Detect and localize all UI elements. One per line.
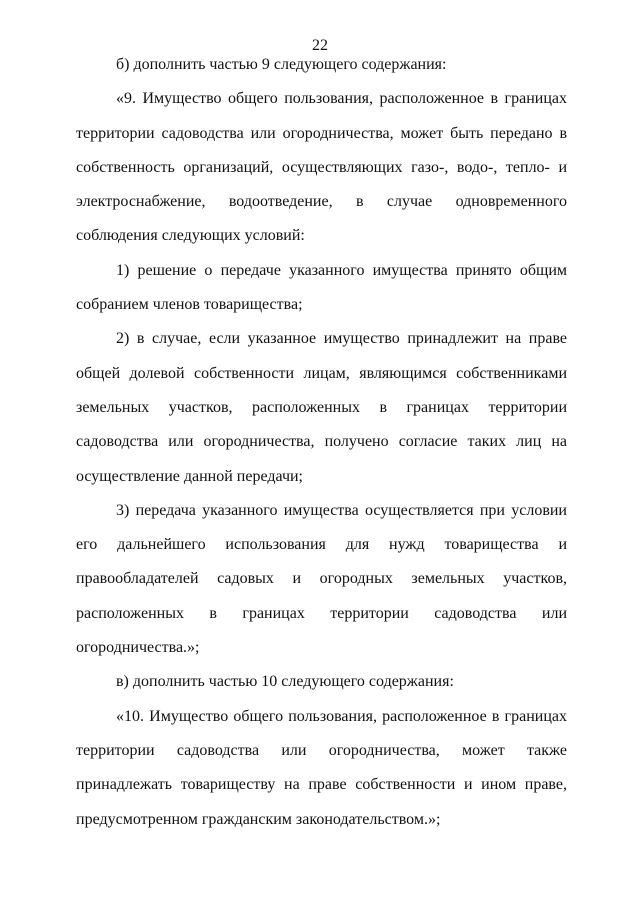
paragraph-part-10: «10. Имущество общего пользования, расположенное в границах территории садоводства или огородничества, может также принадлежать товариществу на праве собственности и ином праве, предусмотренном гражданским законодательством.»; bbox=[76, 707, 567, 828]
paragraph-amendment-v: в) дополнить частью 10 следующего содержания: bbox=[116, 673, 454, 691]
page-number: 22 bbox=[312, 37, 328, 54]
paragraph-part-9: «9. Имущество общего пользования, расположенное в границах территории садоводства или огородничества, может быть передано в собственность организаций, осуществляющих газо-, водо-, тепло- и электроснабжение, водоотведение, в случае одновременного соблюдения следующих условий: bbox=[76, 90, 567, 245]
paragraph-condition-3: 3) передача указанного имущества осуществляется при условии его дальнейшего использования для нужд товарищества и правообладателей садовых и огородных земельных участков, расположенных в границах территории садоводства или огородничества.»; bbox=[76, 501, 567, 657]
paragraph-condition-2: 2) в случае, если указанное имущество принадлежит на праве общей долевой собственности лицам, являющимся собственниками земельных участков, расположенных в границах территории садоводства или огородничества, получено согласие таких лиц на осуществление данной передачи; bbox=[76, 330, 567, 485]
document-body bbox=[76, 48, 567, 837]
paragraph-amendment-b: б) дополнить частью 9 следующего содержания: bbox=[116, 56, 447, 73]
paragraph-condition-1: 1) решение о передаче указанного имущества принято общим собранием членов товарищества; bbox=[76, 261, 567, 314]
